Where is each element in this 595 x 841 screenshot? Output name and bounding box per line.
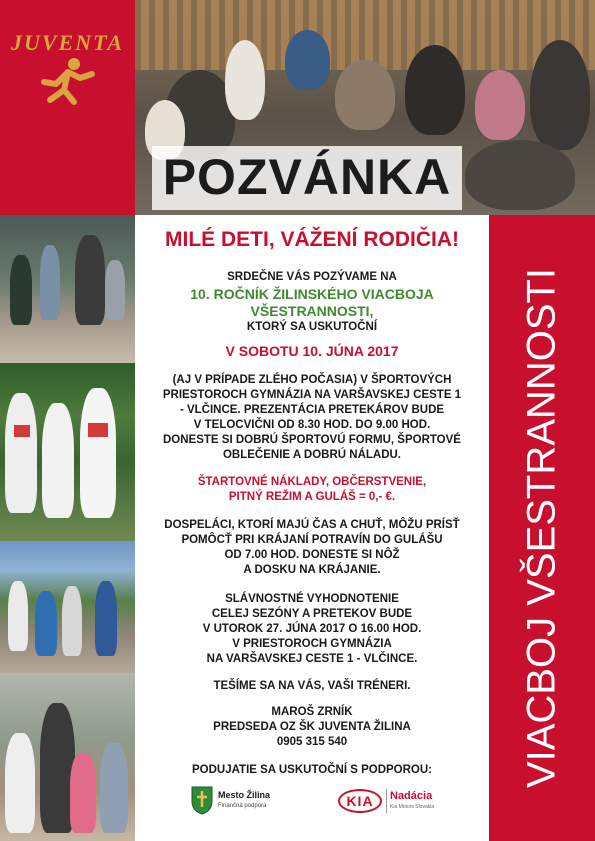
ceremony-paragraph: SLÁVNOSTNÉ VYHODNOTENIE CELEJ SEZÓNY A PRETEKOV BUDE V UTOROK 27. JÚNA 2017 O 16.00 HOD. V PRIESTOROCH GYMNÁZIA NA VARŠAVSKEJ CESTE 1 - VLČINCE. [202, 593, 422, 665]
nadacia-text: Nadácia [390, 790, 433, 802]
photo-kids-outdoor [0, 541, 135, 673]
photo-kids-gym [0, 215, 135, 363]
fees-paragraph: ŠTARTOVNÉ NÁKLADY, OBČERSTVENIE, PITNÝ REŽIM A GULÁŠ = 0,- €. [197, 476, 427, 503]
venue-paragraph: (AJ V PRÍPADE ZLÉHO POČASIA) V ŠPORTOVÝCH PRIESTOROCH GYMNÁZIA NA VARŠAVSKEJ CESTE 1 - VLČINCE. PREZENTÁCIA PRETEKÁROV BUDE V TELOCVIČNI OD 8.30 HOD. DO 9.00 HOD. DONESTE SI DOBRÚ ŠPORTOVÚ FORMU, ŠPORTOVÉ OBLEČENIE A DOBRÚ NÁLADU. [162, 374, 462, 461]
photo-kids-group [0, 673, 135, 841]
event-name-line-1: 10. ROČNÍK ŽILINSKÉHO VIACBOJA [190, 286, 434, 302]
juventa-logo [10, 18, 125, 108]
logo-text: JUVENTA [10, 30, 125, 55]
page-title: POZVÁNKA [162, 149, 452, 205]
photo-kids-running-bibs [0, 363, 135, 541]
running-man-icon [10, 18, 125, 108]
kia-text: KIA [346, 793, 374, 809]
event-subline: KTORÝ SA USKUTOČNÍ [246, 321, 378, 333]
intro: SRDEČNE VÁS POZÝVAME NA [227, 271, 397, 283]
nadacia-sub: Kia Motors Slovakia [390, 804, 435, 810]
side-banner-text: VIACBOJ VŠESTRANNOSTI [519, 267, 564, 789]
mesto-name: Mesto Žilina [218, 790, 271, 800]
event-name-line-2: VŠESTRANNOSTI, [250, 303, 374, 319]
kia-divider [386, 789, 387, 813]
event-date: V SOBOTU 10. JÚNA 2017 [225, 343, 399, 359]
greeting: MILÉ DETI, VÁŽENÍ RODIČIA! [165, 228, 459, 251]
adults-paragraph: DOSPELÁCI, KTORÍ MAJÚ ČAS A CHUŤ, MÔŽU PRÍSŤ POMÔCŤ PRI KRÁJANÍ POTRAVÍN DO GULÁŠU OD 7.00 HOD. DONESTE SI NÔŽ A DOSKU NA KRÁJANIE. [164, 519, 460, 576]
mesto-zilina-logo [190, 785, 280, 817]
logo-panel [0, 0, 135, 215]
mesto-sub: Finančná podpora [218, 803, 267, 809]
kia-nadacia-logo [338, 787, 438, 817]
header-photo [135, 0, 595, 215]
signature: MAROŠ ZRNÍK PREDSEDA OZ ŠK JUVENTA ŽILINA 0905 315 540 [213, 706, 411, 748]
coat-of-arms-icon [190, 785, 214, 815]
support-line: PODUJATIE SA USKUTOČNÍ S PODPOROU: [191, 764, 433, 776]
closing-line: TEŠÍME SA NA VÁS, VAŠI TRÉNERI. [213, 680, 411, 692]
